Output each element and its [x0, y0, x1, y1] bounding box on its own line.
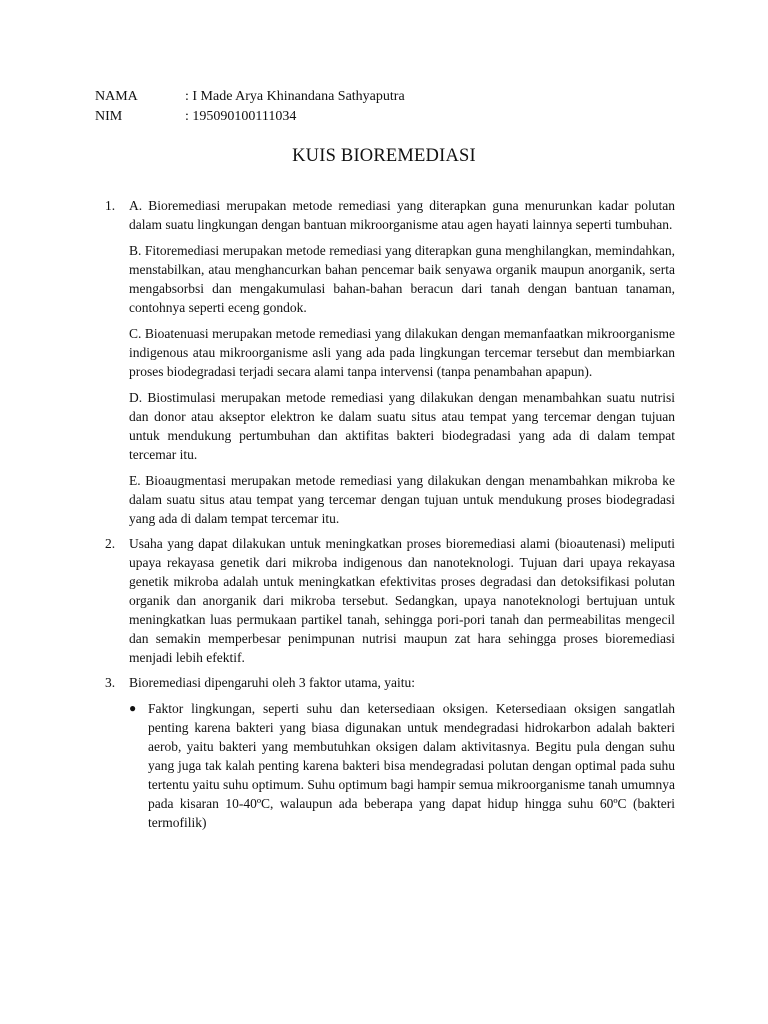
name-row	[95, 87, 405, 107]
name-label: NAMA	[95, 89, 138, 104]
nim-row	[95, 107, 405, 127]
document-title: KUIS BIOREMEDIASI	[292, 146, 476, 166]
paragraph-d: D. Biostimulasi merupakan metode remediasi yang dilakukan dengan menambahkan suatu nutrisi dan donor atau akseptor elektron ke dalam suatu situs atau tempat yang tercemar dengan tujuan untuk mendukung pertumbuhan dan aktifitas bakteri biodegradasi yang ada di dalam tempat tercemar itu.	[129, 390, 675, 462]
bullet-icon: ●	[129, 701, 137, 715]
item-body	[129, 534, 675, 667]
answer-item-3	[105, 673, 675, 832]
paragraph-a: A. Bioremediasi merupakan metode remediasi yang diterapkan guna menurunkan kadar polutan dalam suatu lingkungan dengan bantuan mikroorganisme atau agen hayati lainnya seperti tumbuhan.	[129, 198, 675, 232]
answer-list	[105, 196, 675, 838]
paragraph-c: C. Bioatenuasi merupakan metode remediasi yang dilakukan dengan memanfaatkan mikroorganisme indigenous atau mikroorganisme asli yang ada pada lingkungan tercemar tersebut dan membiarkan proses biodegradasi terjadi secara alami tanpa intervensi (tanpa penambahan apapun).	[129, 326, 675, 379]
item-number: 1.	[105, 198, 116, 213]
nim-value: : 195090100111034	[185, 109, 297, 124]
paragraph: Bioremediasi dipengaruhi oleh 3 faktor utama, yaitu:	[129, 675, 416, 690]
nim-label: NIM	[95, 109, 123, 124]
paragraph-e: E. Bioaugmentasi merupakan metode remediasi yang dilakukan dengan menambahkan mikroba ke dalam suatu situs atau tempat yang tercemar dengan tujuan untuk mendukung proses biodegradasi yang ada di dalam tempat tercemar itu.	[129, 473, 675, 526]
item-body	[129, 673, 675, 832]
bullet-text: Faktor lingkungan, seperti suhu dan ketersediaan oksigen. Ketersediaan oksigen sangatlah penting karena bakteri yang biasa digunakan untuk mendegradasi hidrokarbon adalah bakteri aerob, yaitu bakteri yang membutuhkan oksigen dalam aktivitasnya. Begitu pula dengan suhu yang juga tak kalah penting karena bakteri bisa mendegradasi polutan dengan optimal pada suhu tertentu yaitu suhu optimum. Suhu optimum bagi hampir semua mikroorganisme tanah umumnya pada kisaran 10-40ºC, walaupun ada beberapa yang dapat hidup hingga suhu 60ºC (bakteri termofilik)	[148, 701, 675, 830]
student-info	[95, 87, 405, 127]
name-value: : I Made Arya Khinandana Sathyaputra	[185, 89, 405, 104]
item-number: 3.	[105, 675, 116, 690]
item-number: 2.	[105, 536, 116, 551]
answer-item-2	[105, 534, 675, 667]
paragraph-b: B. Fitoremediasi merupakan metode remediasi yang diterapkan guna menghilangkan, memindahkan, menstabilkan, atau menghancurkan bahan pencemar baik senyawa organik maupun anorganik, serta mengabsorbsi dan mengakumulasi bahan-bahan beracun dari tanah dengan bantuan tanaman, contohnya seperti eceng gondok.	[129, 243, 675, 315]
answer-item-1	[105, 196, 675, 528]
paragraph: Usaha yang dapat dilakukan untuk meningkatkan proses bioremediasi alami (bioautenasi) meliputi upaya rekayasa genetik dari mikroba indigenous dan nanoteknologi. Tujuan dari upaya rekayasa genetik mikroba adalah untuk meningkatkan efektivitas proses degradasi dan detoksifikasi polutan organik dan anorganik dari mikroba tersebut. Sedangkan, upaya nanoteknologi bertujuan untuk meningkatkan luas permukaan partikel tanah, sehingga pori-pori tanah dan permeabilitas mengecil dan semakin memperbesar penimpunan nutrisi maupun zat hara sehingga proses bioremediasi menjadi lebih efektif.	[129, 536, 675, 665]
item-body	[129, 196, 675, 528]
bullet-item	[129, 699, 675, 832]
